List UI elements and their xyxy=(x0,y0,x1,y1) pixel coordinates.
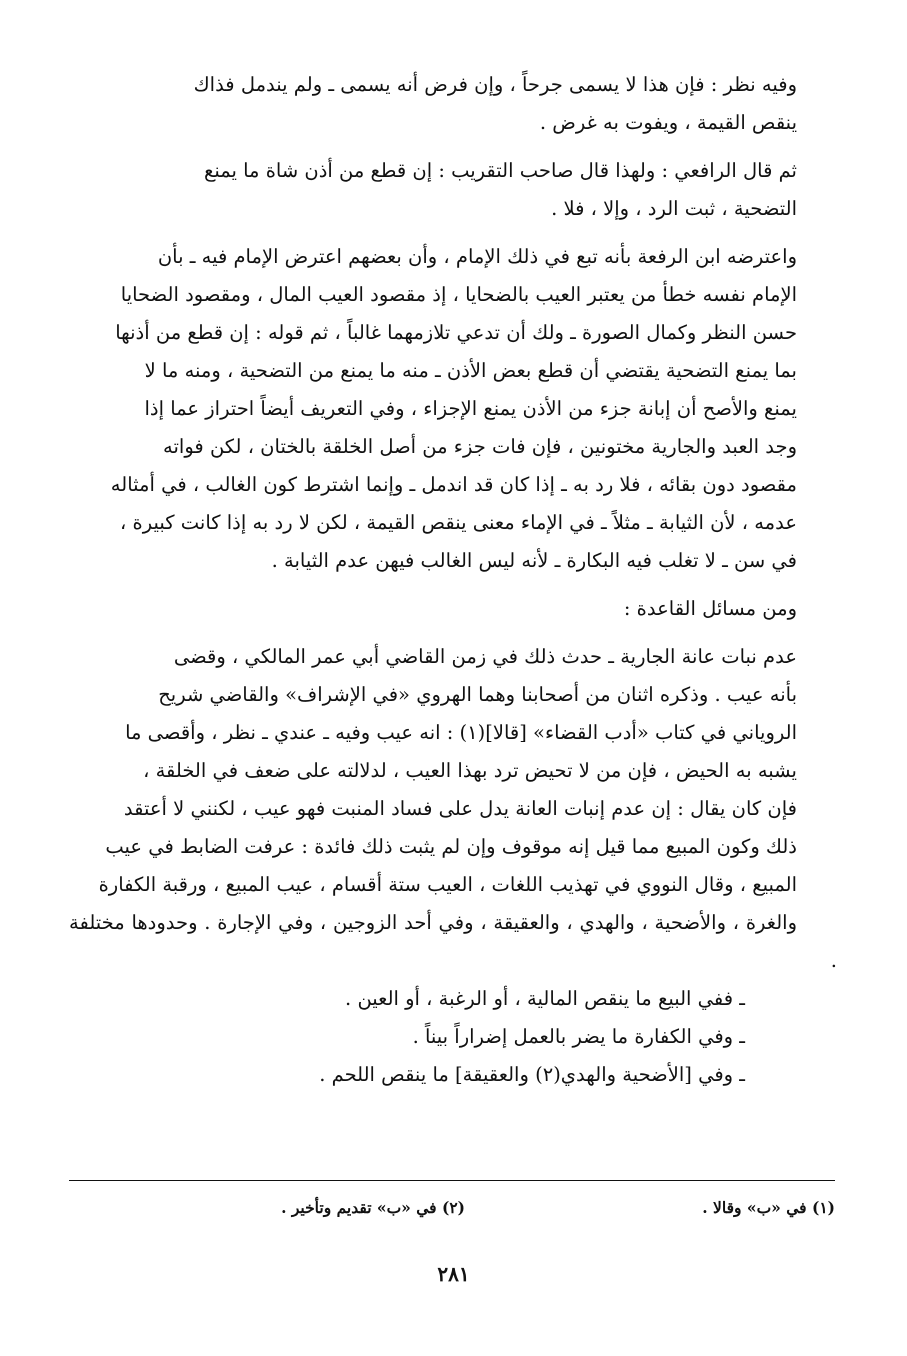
footnote-1: (١) في «ب» وقالا . xyxy=(702,1198,835,1217)
text-line: حسن النظر وكمال الصورة ـ ولك أن تدعي تلازمهما غالباً ، ثم قوله : إن قطع من أذنها xyxy=(115,321,797,344)
text-line: في سن ـ لا تغلب فيه البكارة ـ لأنه ليس الغالب فيهن عدم الثيابة . xyxy=(271,549,797,572)
defect-definitions-list xyxy=(69,980,837,1094)
footnote-separator xyxy=(69,1180,835,1181)
list-item: ـ وفي الكفارة ما يضر بالعمل إضراراً بيناً . xyxy=(412,1025,745,1048)
text-line: مقصود دون بقائه ، فلا رد به ـ إذا كان قد اندمل ـ وإنما اشترط كون الغالب ، في أمثاله xyxy=(110,473,797,496)
paragraph xyxy=(69,152,837,228)
footnotes xyxy=(69,1198,835,1228)
text-line: يشبه به الحيض ، فإن من لا تحيض ترد بهذا العيب ، لدلالته على ضعف في الخلقة ، xyxy=(143,759,797,782)
text-line: ينقص القيمة ، ويفوت به غرض . xyxy=(539,111,797,134)
text-line: بأنه عيب . وذكره اثنان من أصحابنا وهما الهروي «في الإشراف» والقاضي شريح xyxy=(158,683,797,706)
list-item: ـ وفي [الأضحية والهدي(٢) والعقيقة] ما ينقص اللحم . xyxy=(319,1063,745,1086)
text-line: واعترضه ابن الرفعة بأنه تبع في ذلك الإمام ، وأن بعضهم اعترض الإمام فيه ـ بأن xyxy=(157,245,797,268)
text-line: ذلك وكون المبيع مما قيل إنه موقوف وإن لم يثبت ذلك فائدة : عرفت الضابط في عيب xyxy=(105,835,797,858)
footnote-2: (٢) في «ب» تقديم وتأخير . xyxy=(281,1198,465,1217)
list-item: ـ ففي البيع ما ينقص المالية ، أو الرغبة ، أو العين . xyxy=(345,987,745,1010)
text-line: عدم نبات عانة الجارية ـ حدث ذلك في زمن القاضي أبي عمر المالكي ، وقضى xyxy=(173,645,797,668)
text-line: ثم قال الرافعي : ولهذا قال صاحب التقريب : إن قطع من أذن شاة ما يمنع xyxy=(203,159,797,182)
paragraph xyxy=(69,590,837,628)
text-line: التضحية ، ثبت الرد ، وإلا ، فلا . xyxy=(551,197,797,220)
text-line: يمنع والأصح أن إبانة جزء من الأذن يمنع الإجزاء ، وفي التعريف أيضاً احتراز عما إذا xyxy=(144,397,797,420)
paragraph xyxy=(69,638,837,980)
text-line: وفيه نظر : فإن هذا لا يسمى جرحاً ، وإن فرض أنه يسمى ـ ولم يندمل فذاك xyxy=(193,73,797,96)
text-line: عدمه ، لأن الثيابة ـ مثلاً ـ في الإماء معنى ينقص القيمة ، لكن لا رد به إذا كانت كبيرة ، xyxy=(120,511,797,534)
text-line: وجد العبد والجارية مختونين ، فإن فات جزء من أصل الخلقة بالختان ، لكن فواته xyxy=(163,435,797,458)
text-line: ومن مسائل القاعدة : xyxy=(623,597,797,620)
page-number: ٢٨١ xyxy=(437,1262,470,1286)
text-line: والغرة ، والأضحية ، والهدي ، والعقيقة ، وفي أحد الزوجين ، وفي الإجارة . وحدودها مختلفة . xyxy=(69,911,837,972)
text-line: بما يمنع التضحية يقتضي أن قطع بعض الأذن ـ منه ما يمنع من التضحية ، ومنه ما لا xyxy=(144,359,797,382)
text-line: فإن كان يقال : إن عدم إنبات العانة يدل على فساد المنبت فهو عيب ، لكنني لا أعتقد xyxy=(123,797,797,820)
paragraph xyxy=(69,66,837,142)
main-text xyxy=(69,66,837,1094)
text-line: المبيع ، وقال النووي في تهذيب اللغات ، العيب ستة أقسام ، عيب المبيع ، ورقبة الكفارة xyxy=(98,873,797,896)
paragraph xyxy=(69,238,837,580)
text-line: الروياني في كتاب «أدب القضاء» [قالا](١) : انه عيب وفيه ـ عندي ـ نظر ، وأقصى ما xyxy=(125,721,797,744)
text-line: الإمام نفسه خطأ من يعتبر العيب بالضحايا ، إذ مقصود العيب المال ، ومقصود الضحايا xyxy=(120,283,797,306)
